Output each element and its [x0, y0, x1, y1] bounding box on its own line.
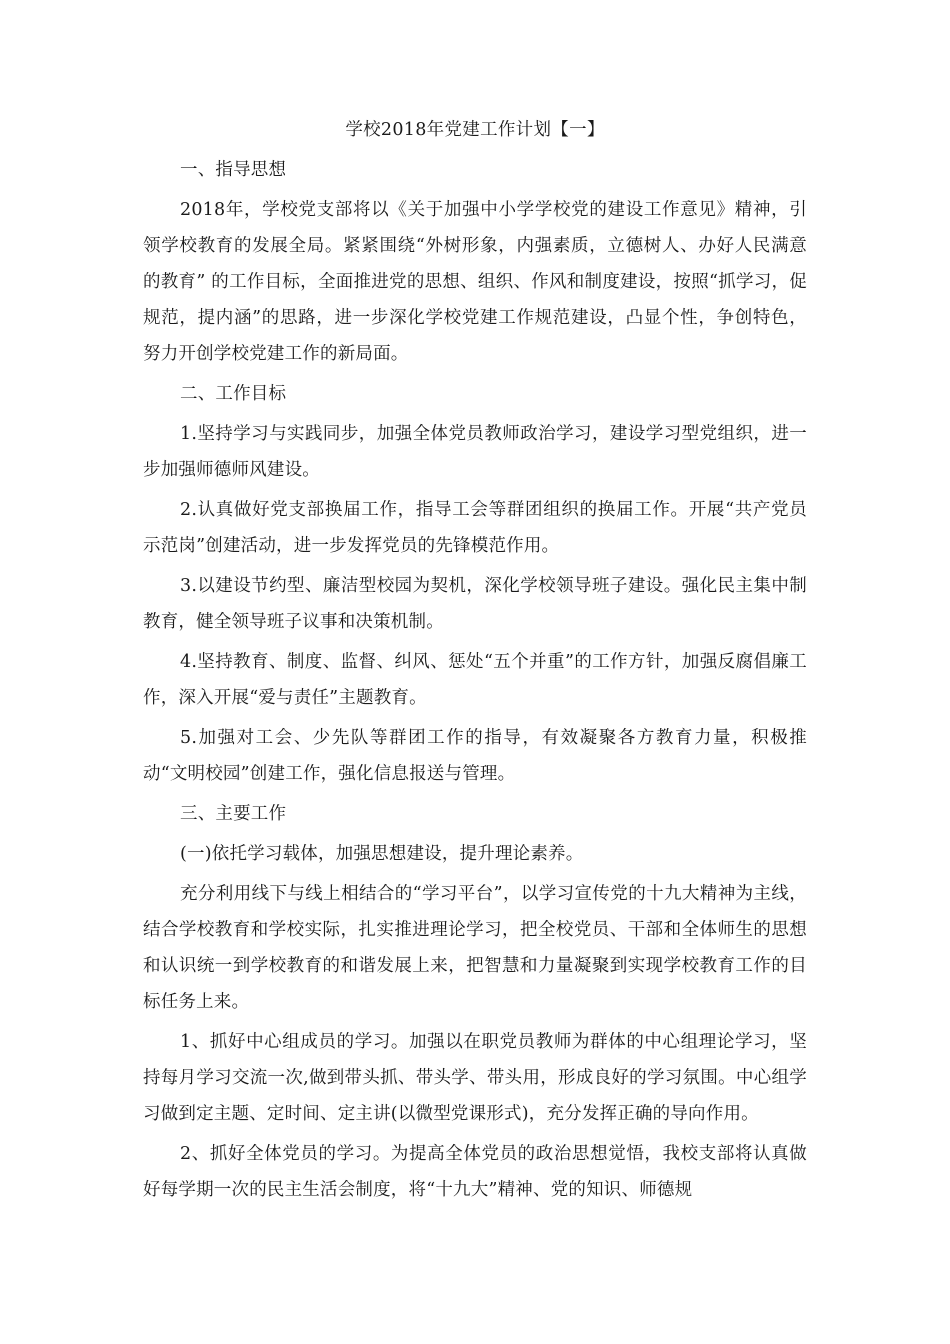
paragraph-guiding-ideology: 2018年，学校党支部将以《关于加强中小学学校党的建设工作意见》精神，引领学校教育的发展全局。紧紧围绕“外树形象，内强素质，立德树人、办好人民满意的教育” 的工作目标，全面推进党的思想、组织、作风和制度建设，按照“抓学习，促规范，提内涵”的思路，进一步深化学校党建工作规范建设，凸显个性，争创特色，努力开创学校党建工作的新局面。	[143, 200, 807, 364]
document-title: 学校2018年党建工作计划【一】	[345, 120, 605, 140]
section-heading-work-goals: 二、工作目标	[180, 384, 287, 404]
document-page	[143, 112, 807, 1212]
paragraph-core-group-study: 1、抓好中心组成员的学习。加强以在职党员教师为群体的中心组理论学习，坚持每月学习交流一次,做到带头抓、带头学、带头用，形成良好的学习氛围。中心组学习做到定主题、定时间、定主讲(以微型党课形式)，充分发挥正确的导向作用。	[143, 1032, 807, 1124]
paragraph-all-members-study: 2、抓好全体党员的学习。为提高全体党员的政治思想觉悟，我校支部将认真做好每学期一次的民主生活会制度，将“十九大”精神、党的知识、师德规	[143, 1144, 807, 1200]
paragraph-goal-4: 4.坚持教育、制度、监督、纠风、惩处“五个并重”的工作方针，加强反腐倡廉工作，深入开展“爱与责任”主题教育。	[143, 652, 807, 708]
paragraph-goal-2: 2.认真做好党支部换届工作，指导工会等群团组织的换届工作。开展“共产党员示范岗”创建活动，进一步发挥党员的先锋模范作用。	[143, 500, 807, 556]
subsection-heading-1: (一)依托学习载体，加强思想建设，提升理论素养。	[180, 844, 584, 864]
paragraph-goal-5: 5.加强对工会、少先队等群团工作的指导，有效凝聚各方教育力量，积极推动“文明校园”创建工作，强化信息报送与管理。	[143, 728, 807, 784]
section-heading-guiding-ideology: 一、指导思想	[180, 160, 287, 180]
section-heading-main-work: 三、主要工作	[180, 804, 287, 824]
paragraph-learning-platform: 充分利用线下与线上相结合的“学习平台”，以学习宣传党的十九大精神为主线，结合学校教育和学校实际，扎实推进理论学习，把全校党员、干部和全体师生的思想和认识统一到学校教育的和谐发展上来，把智慧和力量凝聚到实现学校教育工作的目标任务上来。	[143, 884, 807, 1012]
paragraph-goal-1: 1.坚持学习与实践同步，加强全体党员教师政治学习，建设学习型党组织，进一步加强师德师风建设。	[143, 424, 807, 480]
paragraph-goal-3: 3.以建设节约型、廉洁型校园为契机，深化学校领导班子建设。强化民主集中制教育，健全领导班子议事和决策机制。	[143, 576, 807, 632]
